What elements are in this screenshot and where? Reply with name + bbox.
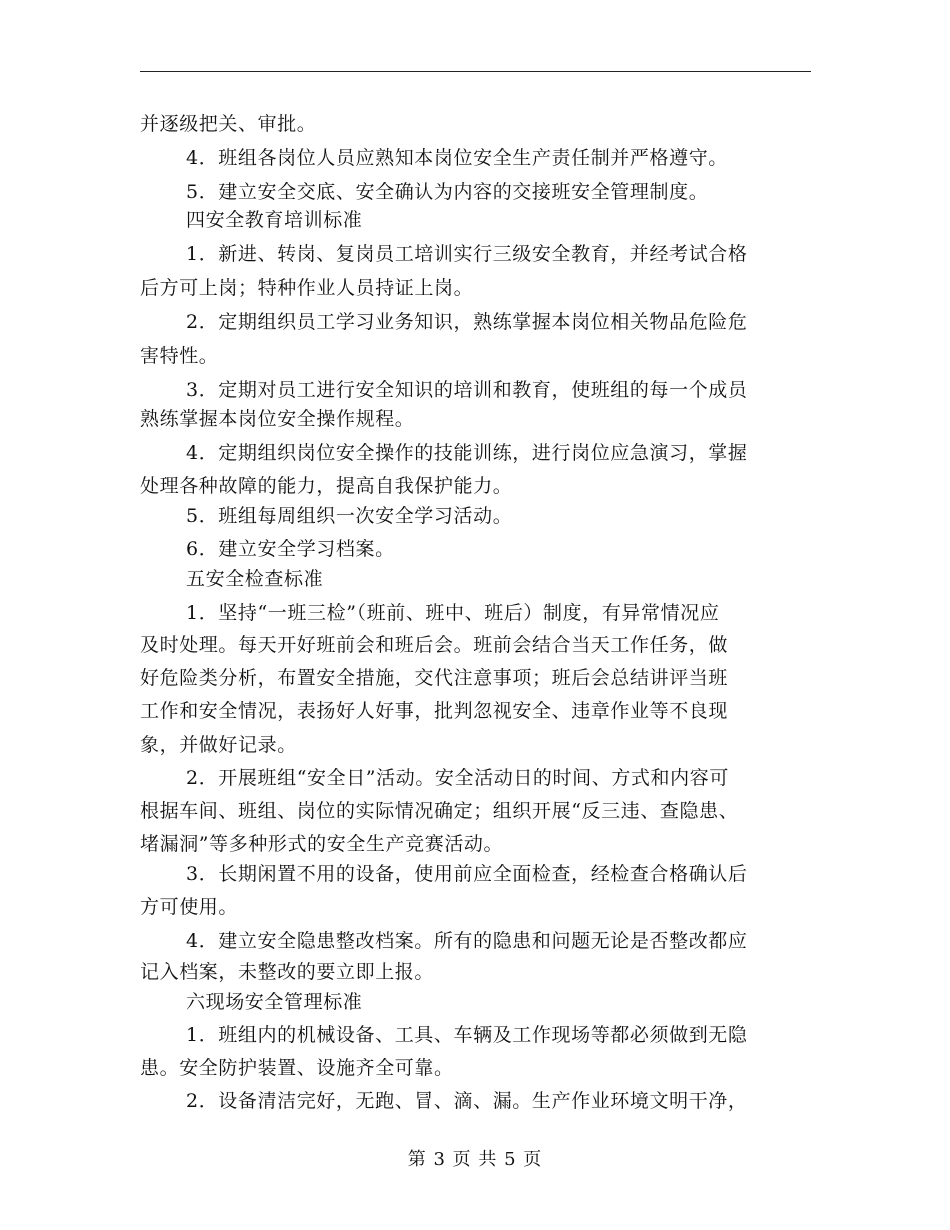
section-heading: 五安全检查标准 [186,568,324,590]
text-line: 1．新进、转岗、复岗员工培训实行三级安全教育，并经考试合格 [186,243,748,265]
text-line: 3．定期对员工进行安全知识的培训和教育，使班组的每一个成员 [186,379,748,401]
text-line: 2．设备清洁完好，无跑、冒、滴、漏。生产作业环境文明干净， [186,1090,748,1112]
text-line: 4．定期组织岗位安全操作的技能训练，进行岗位应急演习，掌握 [186,442,748,464]
text-line: 方可使用。 [140,896,239,918]
text-line: 处理各种故障的能力，提高自我保护能力。 [140,475,513,497]
text-line: 患。安全防护装置、设施齐全可靠。 [140,1057,454,1079]
text-line: 根据车间、班组、岗位的实际情况确定；组织开展“反三违、查隐患、 [140,800,739,822]
text-line: 4．班组各岗位人员应熟知本岗位安全生产责任制并严格遵守。 [186,147,728,169]
text-line: 堵漏洞”等多种形式的安全生产竞赛活动。 [140,833,504,855]
text-line: 2．定期组织员工学习业务知识，熟练掌握本岗位相关物品危险危 [186,311,748,333]
section-heading: 四安全教育培训标准 [186,209,363,231]
text-line: 记入档案，未整改的要立即上报。 [140,961,435,983]
text-line: 并逐级把关、审批。 [140,113,317,135]
text-line: 好危险类分析，布置安全措施，交代注意事项；班后会总结讲评当班 [140,667,729,689]
text-line: 5．班组每周组织一次安全学习活动。 [186,505,513,527]
text-line: 2．开展班组“安全日”活动。安全活动日的时间、方式和内容可 [186,767,729,789]
text-line: 及时处理。每天开好班前会和班后会。班前会结合当天工作任务，做 [140,634,729,656]
text-line: 6．建立安全学习档案。 [186,538,395,560]
text-line: 3．长期闲置不用的设备，使用前应全面检查，经检查合格确认后 [186,863,748,885]
text-line: 1．坚持“一班三检”（班前、班中、班后）制度，有异常情况应 [186,602,720,624]
text-line: 后方可上岗；特种作业人员持证上岗。 [140,277,474,299]
text-line: 工作和安全情况，表扬好人好事，批判忽视安全、违章作业等不良现 [140,700,729,722]
page-number: 第 3 页 共 5 页 [407,1149,543,1170]
text-line: 1．班组内的机械设备、工具、车辆及工作现场等都必须做到无隐 [186,1024,748,1046]
section-heading: 六现场安全管理标准 [186,991,363,1013]
text-line: 害特性。 [140,345,219,367]
text-line: 熟练掌握本岗位安全操作规程。 [140,408,415,430]
text-line: 4．建立安全隐患整改档案。所有的隐患和问题无论是否整改都应 [186,930,748,952]
text-line: 5．建立安全交底、安全确认为内容的交接班安全管理制度。 [186,181,709,203]
text-line: 象，并做好记录。 [140,734,297,756]
